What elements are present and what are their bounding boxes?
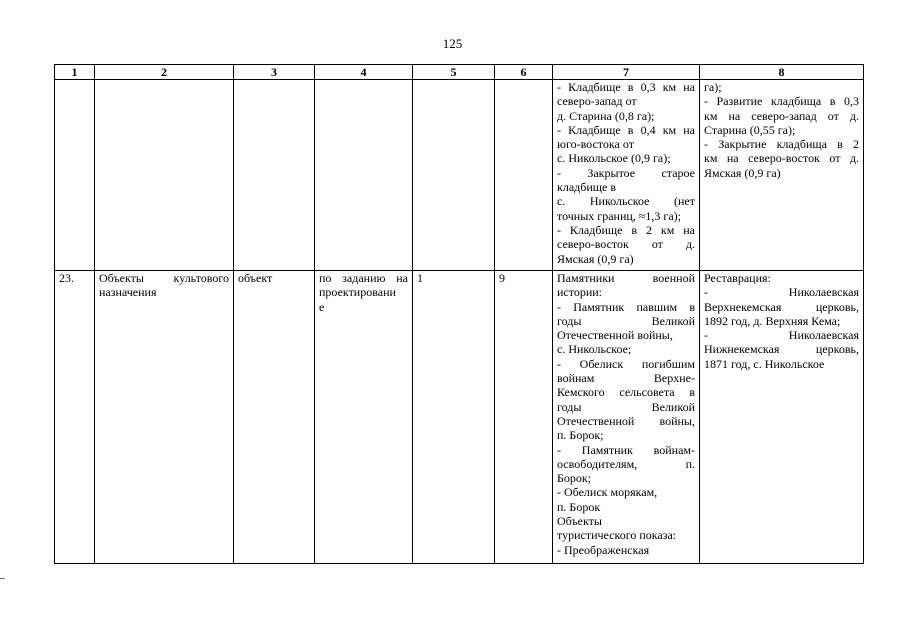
cell-text-line: Реставрация: — [704, 271, 771, 285]
cell-text-line: юго-востока от — [557, 137, 634, 152]
cell-text-line: км на северо-восток от д. — [704, 151, 859, 166]
cell-text-line: Ямская (0,9 га) — [704, 165, 781, 180]
cell-a-3 — [234, 80, 315, 271]
unit: объект — [234, 271, 315, 564]
cell-text-line: Старина (0,55 га); — [704, 122, 796, 137]
cell-text-line: - Памятник войнам- — [557, 442, 695, 457]
header-col-7: 7 — [553, 65, 700, 80]
header-col-8: 8 — [700, 65, 864, 80]
cell-text-line: п. Борок; — [557, 428, 604, 443]
object-name — [95, 271, 234, 564]
cell-text-line: туристического показа: — [557, 528, 677, 543]
margin-mark — [0, 578, 5, 579]
cell-text-line: - Кладбище в 0,3 км на — [557, 80, 695, 94]
cell-text-line: Памятники военной — [557, 271, 695, 285]
cell-text-line: проектировани — [319, 285, 396, 300]
cell-text-line: Кемского сельсовета в — [557, 385, 695, 400]
header-col-1: 1 — [55, 65, 95, 80]
cell-text-line: Объекты — [557, 514, 602, 529]
cell-text-line: - Закрытое старое — [557, 165, 695, 180]
cell-text-line: Объекты культового — [99, 271, 229, 285]
cell-text-line: км на северо-запад от д. — [704, 108, 859, 123]
cell-text-line: - Преображенская — [557, 542, 650, 557]
header-row — [55, 65, 864, 80]
header-col-2: 2 — [95, 65, 234, 80]
cell-text-line: кладбище в — [557, 180, 617, 195]
page-number: 125 — [442, 36, 463, 51]
cell-text-line: - Обелиск морякам, — [557, 485, 658, 500]
basis — [315, 271, 413, 564]
cell-text-line: 1892 год, д. Верхняя Кема; — [704, 313, 841, 328]
header-col-3: 3 — [234, 65, 315, 80]
header-col-5: 5 — [413, 65, 495, 80]
cell-a-2 — [95, 80, 234, 271]
cell-a-5 — [413, 80, 495, 271]
cell-text-line: северо-восток от д. — [557, 237, 695, 252]
cell-text-line: назначения — [99, 285, 157, 300]
cell-text-line: по заданию на — [319, 271, 408, 285]
cell-text-line: - Кладбище в 2 км на — [557, 222, 695, 237]
cell-text-line: - Закрытие кладбища в 2 — [704, 137, 859, 152]
cell-a-8-cemetery-plans — [700, 80, 864, 271]
value-col-5: 1 — [413, 271, 495, 564]
cell-text-line: Борок; — [557, 471, 592, 486]
cell-text-line: освободителям, п. — [557, 456, 695, 471]
cell-text-line: Отечественной войны, — [557, 328, 673, 343]
table-row-continuation — [55, 80, 864, 271]
document-table — [54, 64, 864, 564]
cell-a-7-cemeteries — [553, 80, 700, 271]
cell-text-line: истории: — [557, 285, 603, 300]
header-col-6: 6 — [495, 65, 553, 80]
cell-text-line: Верхнекемская церковь, — [704, 299, 859, 314]
cell-text-line: 1871 год, с. Никольское — [704, 356, 825, 371]
table-row-23 — [55, 271, 864, 564]
cell-text-line: п. Борок — [557, 499, 601, 514]
cell-text-line: с. Никольское (0,9 га); — [557, 151, 671, 166]
cell-text-line: годы Великой — [557, 313, 695, 328]
cell-text-line: точных границ, ≈1,3 га); — [557, 208, 681, 223]
header-col-4: 4 — [315, 65, 413, 80]
cell-text-line: - Николаевская — [704, 285, 859, 300]
restoration-list — [700, 271, 864, 564]
row-number: 23. — [55, 271, 95, 564]
cell-text-line: Нижнекемская церковь, — [704, 342, 859, 357]
cell-text-line: - Обелиск погибшим — [557, 356, 695, 371]
cell-text-line: е — [319, 299, 325, 314]
cell-text-line: войнам Верхне- — [557, 371, 695, 386]
cell-text-line: годы Великой — [557, 399, 695, 414]
cell-text-line: с. Никольское (нет — [557, 194, 695, 209]
monuments-list — [553, 271, 700, 564]
cell-a-6 — [495, 80, 553, 271]
value-col-6: 9 — [495, 271, 553, 564]
cell-text-line: с. Никольское; — [557, 342, 632, 357]
cell-text-line: северо-запад от — [557, 94, 637, 109]
cell-a-4 — [315, 80, 413, 271]
cell-text-line: - Развитие кладбища в 0,3 — [704, 94, 859, 109]
cell-text-line: - Памятник павшим в — [557, 299, 695, 314]
cell-text-line: д. Старина (0,8 га); — [557, 108, 655, 123]
cell-text-line: Отечественной войны, — [557, 413, 695, 428]
cell-a-1 — [55, 80, 95, 271]
cell-text-line: Ямская (0,9 га) — [557, 251, 634, 266]
cell-text-line: га); — [704, 80, 722, 94]
cell-text-line: - Николаевская — [704, 328, 859, 343]
cell-text-line: - Кладбище в 0,4 км на — [557, 122, 695, 137]
